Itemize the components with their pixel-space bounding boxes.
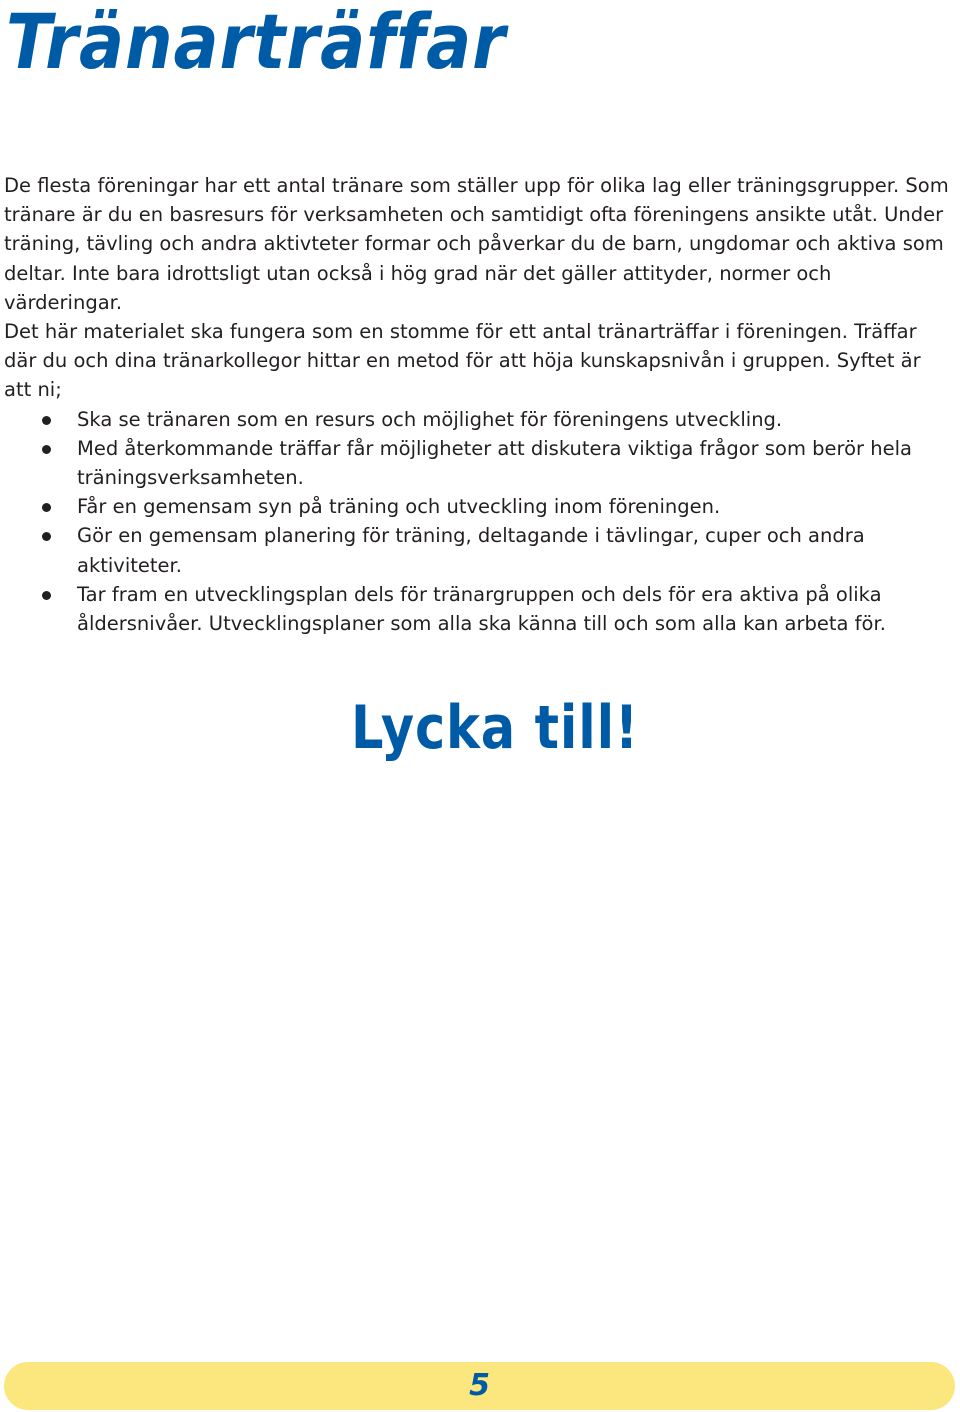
intro-paragraph: De flesta föreningar har ett antal tränare som ställer upp för olika lag eller träningsgrupper. Som tränare är du en basresurs för verksamheten och samtidigt ofta föreningens ansikte utåt. Under träning, tävling och andra aktivteter formar och påverkar du de barn, ungdomar och aktiva som deltar. Inte bara idrottsligt utan också i hög grad när det gäller attityder, normer och värderingar. [4, 174, 949, 314]
list-item [4, 580, 954, 638]
list-item [4, 405, 954, 434]
list-item [4, 521, 954, 579]
list-item [4, 492, 954, 521]
body-text [4, 171, 954, 638]
footer-bar [4, 1362, 955, 1410]
bullet-icon [42, 416, 51, 425]
list-item-text: Ska se tränaren som en resurs och möjlighet för föreningens utveckling. [77, 407, 783, 431]
bullet-icon [42, 503, 51, 512]
list-item-text: Tar fram en utvecklingsplan dels för tränargruppen och dels för era aktiva på olika åldersnivåer. Utvecklingsplaner som alla ska känna till och som alla kan arbeta för. [77, 582, 886, 636]
list-item [4, 434, 954, 492]
bullet-icon [42, 591, 51, 600]
bullet-icon [42, 532, 51, 541]
intro-paragraph: Det här materialet ska fungera som en stomme för ett antal tränarträffar i föreningen. Träffar där du och dina tränarkollegor hittar en metod för att höja kunskapsnivån i gruppen. Syftet är att ni; [4, 320, 921, 402]
list-item-text: Gör en gemensam planering för träning, deltagande i tävlingar, cuper och andra aktiviteter. [77, 524, 865, 577]
page-title: Tränarträffar [6, 0, 506, 86]
list-item-text: Får en gemensam syn på träning och utveckling inom föreningen. [77, 495, 721, 519]
page-number: 5 [469, 1368, 490, 1403]
bullet-icon [42, 445, 51, 454]
list-item-text: Med återkommande träffar får möjligheter att diskutera viktiga frågor som berör hela träningsverksamheten. [77, 436, 912, 490]
goals-list [4, 405, 954, 639]
closing-message: Lycka till! [350, 693, 640, 763]
